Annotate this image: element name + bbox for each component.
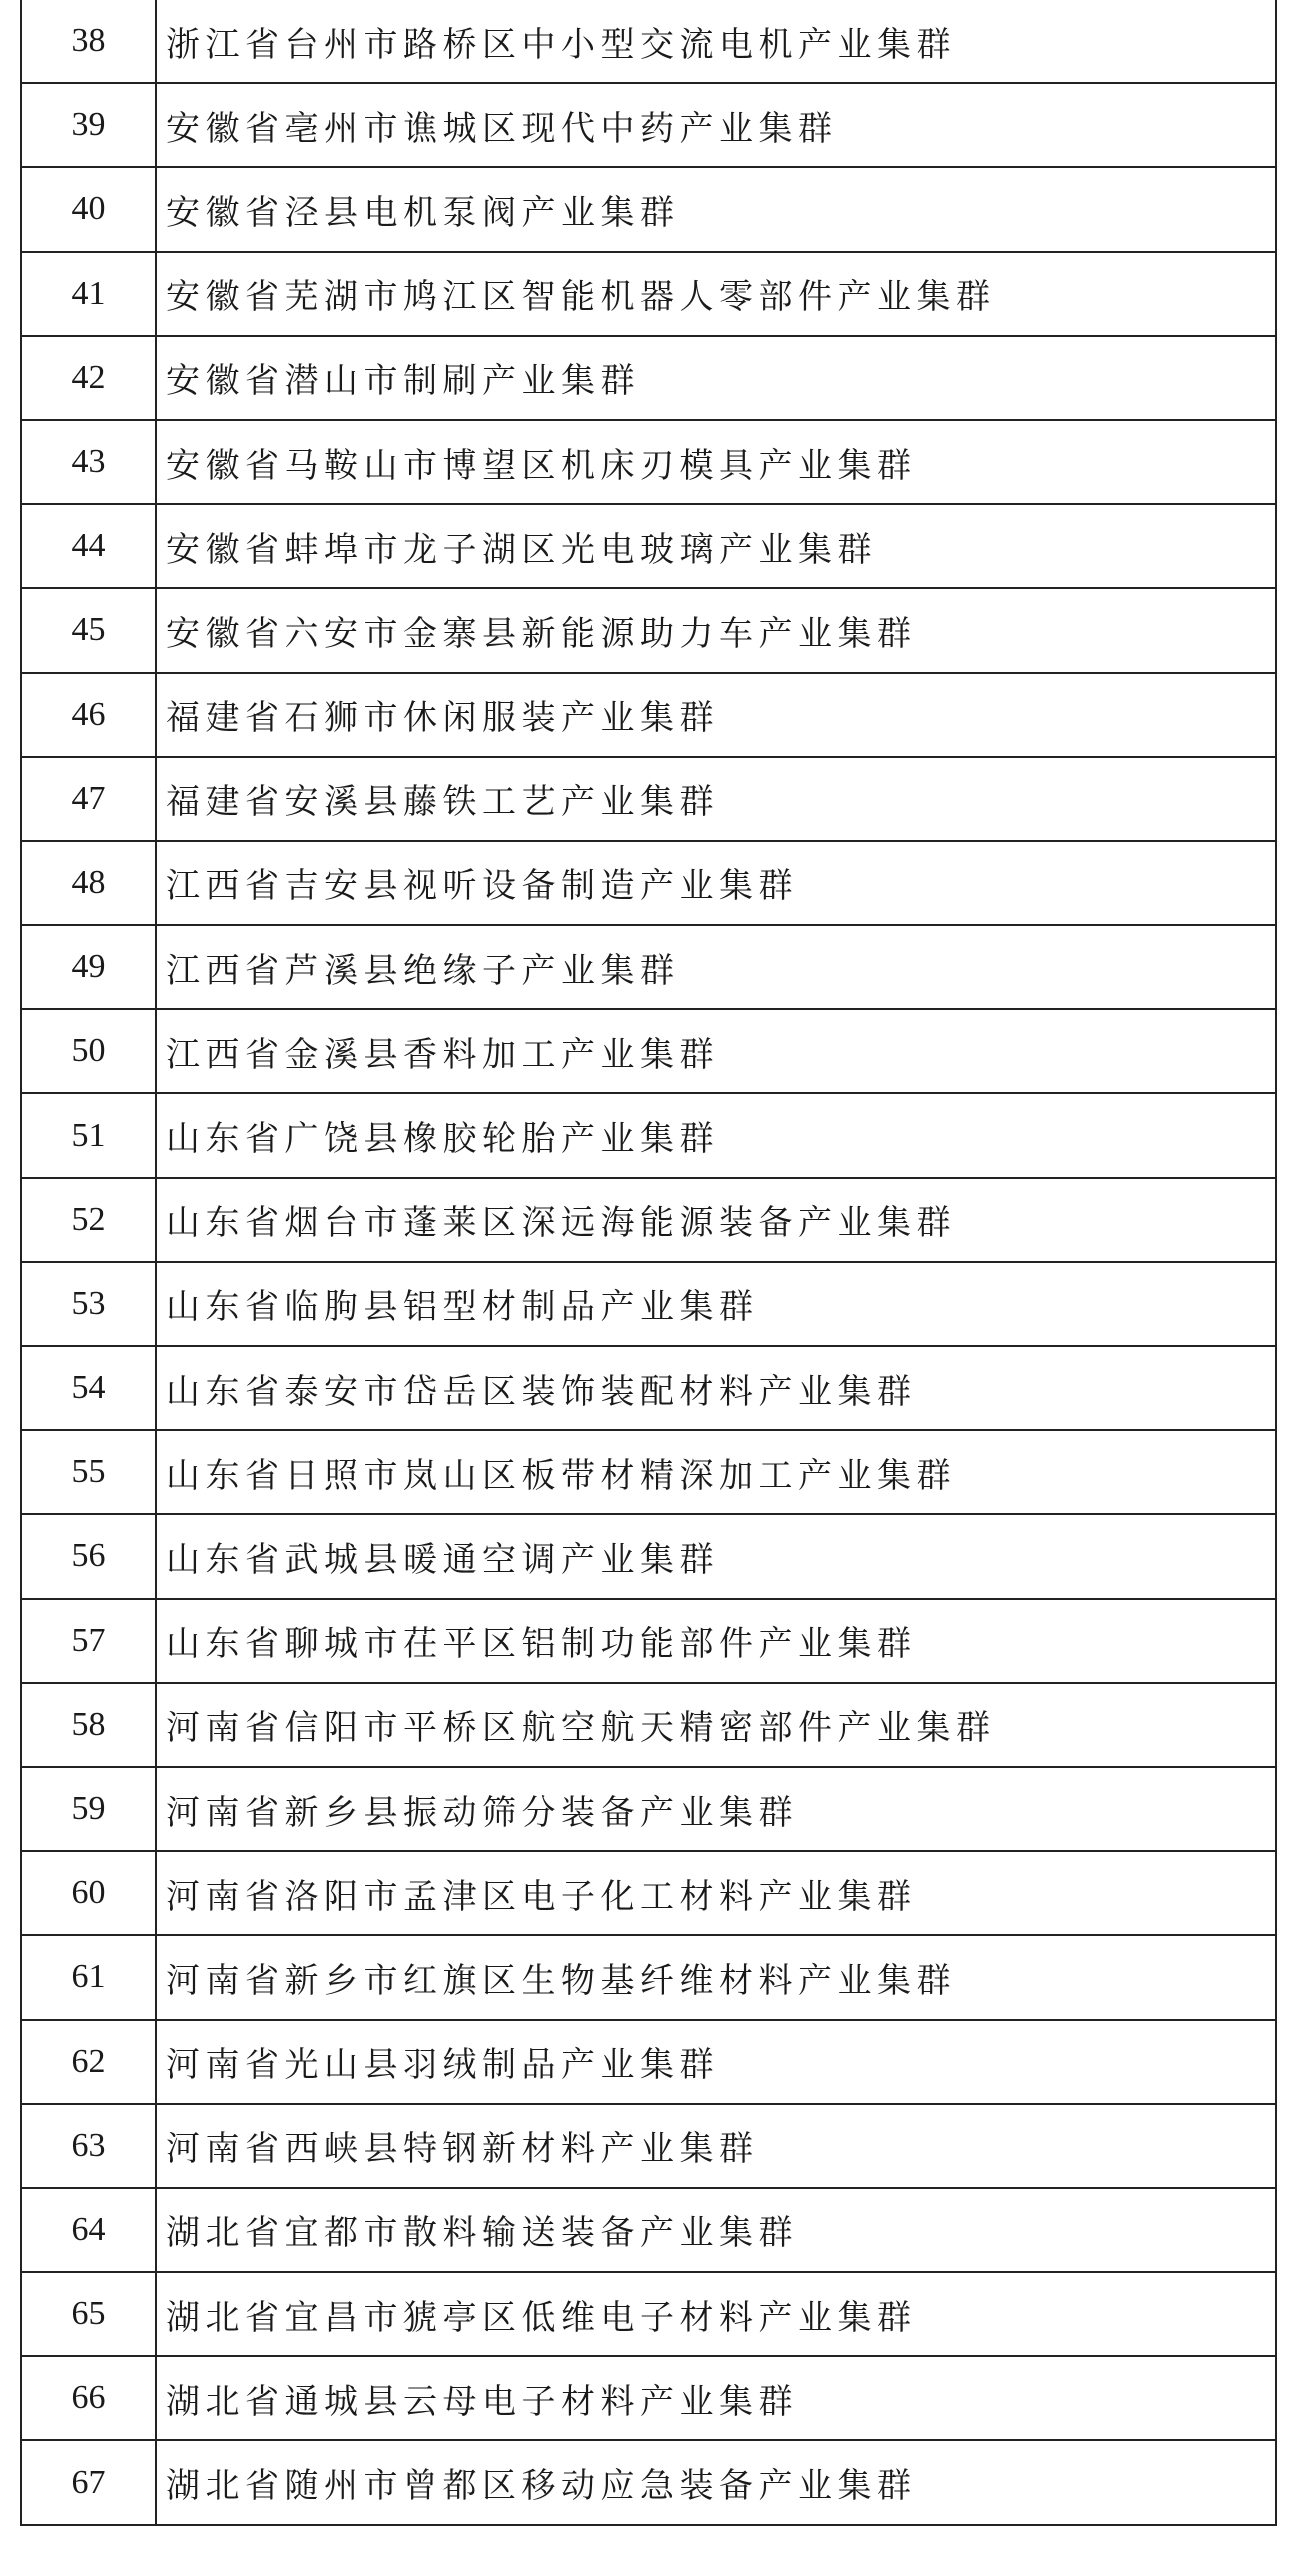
row-number: 58 xyxy=(22,1684,157,1766)
table-row xyxy=(22,1431,1275,1515)
table-row xyxy=(22,1010,1275,1094)
row-number: 44 xyxy=(22,505,157,587)
table-row xyxy=(22,253,1275,337)
cluster-name: 安徽省潜山市制刷产业集群 xyxy=(166,361,640,402)
row-number: 59 xyxy=(22,1768,157,1850)
cluster-name: 山东省日照市岚山区板带材精深加工产业集群 xyxy=(166,1455,956,1496)
table-row xyxy=(22,2441,1275,2526)
cluster-name: 安徽省蚌埠市龙子湖区光电玻璃产业集群 xyxy=(166,529,877,570)
row-number: 50 xyxy=(22,1010,157,1092)
row-number: 39 xyxy=(22,84,157,166)
cluster-table xyxy=(20,0,1277,2526)
table-row xyxy=(22,1515,1275,1599)
row-number: 53 xyxy=(22,1263,157,1345)
row-number: 38 xyxy=(22,0,157,82)
row-number: 40 xyxy=(22,168,157,250)
cluster-name: 安徽省芜湖市鸠江区智能机器人零部件产业集群 xyxy=(166,277,996,318)
cluster-name: 河南省新乡县振动筛分装备产业集群 xyxy=(166,1792,798,1833)
row-number: 64 xyxy=(22,2189,157,2271)
cluster-name: 河南省新乡市红旗区生物基纤维材料产业集群 xyxy=(166,1960,956,2001)
cluster-name: 浙江省台州市路桥区中小型交流电机产业集群 xyxy=(166,24,956,65)
row-number: 43 xyxy=(22,421,157,503)
table-row xyxy=(22,2273,1275,2357)
table-row xyxy=(22,1179,1275,1263)
cluster-name: 河南省西峡县特钢新材料产业集群 xyxy=(166,2129,759,2170)
cluster-name: 福建省石狮市休闲服装产业集群 xyxy=(166,698,719,739)
row-number: 62 xyxy=(22,2021,157,2103)
table-row xyxy=(22,1094,1275,1178)
row-number: 63 xyxy=(22,2105,157,2187)
cluster-name: 福建省安溪县藤铁工艺产业集群 xyxy=(166,782,719,823)
table-row xyxy=(22,589,1275,673)
row-number: 56 xyxy=(22,1515,157,1597)
cluster-name: 山东省广饶县橡胶轮胎产业集群 xyxy=(166,1119,719,1160)
table-row xyxy=(22,2357,1275,2441)
row-number: 49 xyxy=(22,926,157,1008)
cluster-name: 山东省烟台市蓬莱区深远海能源装备产业集群 xyxy=(166,1203,956,1244)
table-row xyxy=(22,421,1275,505)
row-number: 55 xyxy=(22,1431,157,1513)
row-number: 46 xyxy=(22,674,157,756)
cluster-name: 安徽省马鞍山市博望区机床刃模具产业集群 xyxy=(166,445,917,486)
cluster-name: 河南省光山县羽绒制品产业集群 xyxy=(166,2045,719,2086)
table-row xyxy=(22,2105,1275,2189)
table-row xyxy=(22,1684,1275,1768)
cluster-name: 山东省聊城市茌平区铝制功能部件产业集群 xyxy=(166,1624,917,1665)
row-number: 54 xyxy=(22,1347,157,1429)
cluster-name: 山东省泰安市岱岳区装饰装配材料产业集群 xyxy=(166,1371,917,1412)
row-number: 60 xyxy=(22,1852,157,1934)
cluster-name: 湖北省随州市曾都区移动应急装备产业集群 xyxy=(166,2466,917,2507)
table-row xyxy=(22,1936,1275,2020)
row-number: 42 xyxy=(22,337,157,419)
row-number: 41 xyxy=(22,253,157,335)
cluster-name: 安徽省泾县电机泵阀产业集群 xyxy=(166,192,680,233)
cluster-name: 山东省武城县暖通空调产业集群 xyxy=(166,1539,719,1580)
row-number: 66 xyxy=(22,2357,157,2439)
table-row xyxy=(22,842,1275,926)
table-row xyxy=(22,926,1275,1010)
cluster-name: 湖北省通城县云母电子材料产业集群 xyxy=(166,2381,798,2422)
cluster-name: 安徽省亳州市谯城区现代中药产业集群 xyxy=(166,108,838,149)
cluster-name: 河南省洛阳市孟津区电子化工材料产业集群 xyxy=(166,1876,917,1917)
table-row xyxy=(22,1347,1275,1431)
row-number: 48 xyxy=(22,842,157,924)
table-row xyxy=(22,2021,1275,2105)
row-number: 61 xyxy=(22,1936,157,2018)
table-row xyxy=(22,1852,1275,1936)
cluster-name: 湖北省宜昌市猇亭区低维电子材料产业集群 xyxy=(166,2297,917,2338)
cluster-name: 山东省临朐县铝型材制品产业集群 xyxy=(166,1287,759,1328)
table-row xyxy=(22,2189,1275,2273)
row-number: 45 xyxy=(22,589,157,671)
row-number: 47 xyxy=(22,758,157,840)
cluster-name: 安徽省六安市金寨县新能源助力车产业集群 xyxy=(166,613,917,654)
cluster-name: 江西省吉安县视听设备制造产业集群 xyxy=(166,866,798,907)
table-row xyxy=(22,84,1275,168)
cluster-name: 河南省信阳市平桥区航空航天精密部件产业集群 xyxy=(166,1708,996,1749)
row-number: 57 xyxy=(22,1600,157,1682)
cluster-name: 湖北省宜都市散料输送装备产业集群 xyxy=(166,2213,798,2254)
table-row xyxy=(22,1768,1275,1852)
table-row xyxy=(22,1263,1275,1347)
table-row xyxy=(22,758,1275,842)
table-row xyxy=(22,0,1275,84)
table-row xyxy=(22,337,1275,421)
cluster-name: 江西省芦溪县绝缘子产业集群 xyxy=(166,950,680,991)
row-number: 52 xyxy=(22,1179,157,1261)
table-row xyxy=(22,1600,1275,1684)
row-number: 65 xyxy=(22,2273,157,2355)
cluster-name: 江西省金溪县香料加工产业集群 xyxy=(166,1034,719,1075)
row-number: 51 xyxy=(22,1094,157,1176)
table-row xyxy=(22,505,1275,589)
row-number: 67 xyxy=(22,2441,157,2524)
table-row xyxy=(22,168,1275,252)
table-row xyxy=(22,674,1275,758)
